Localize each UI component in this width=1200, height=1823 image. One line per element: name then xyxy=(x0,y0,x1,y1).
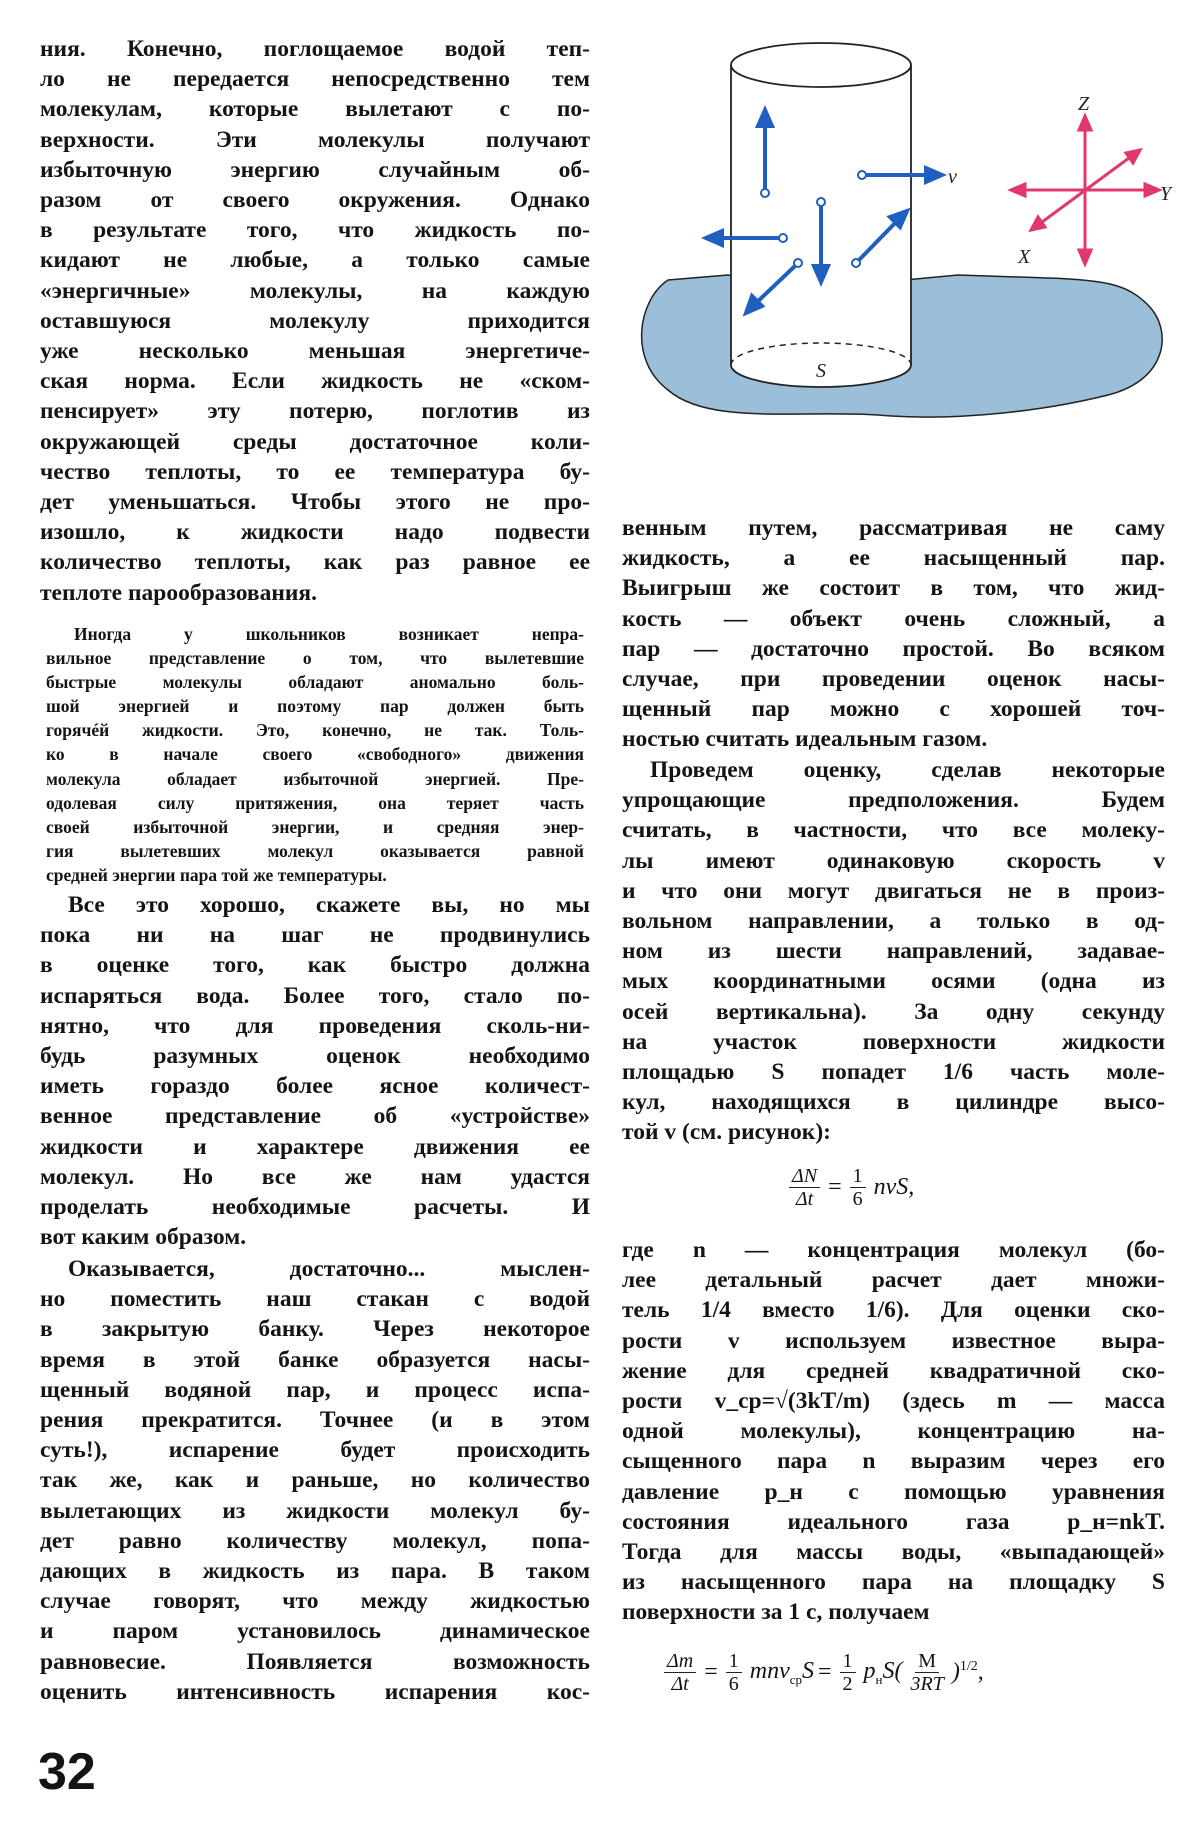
equals-sign: = xyxy=(828,1174,842,1200)
x-axis-label: X xyxy=(1018,246,1031,268)
fraction-numerator: Δm xyxy=(664,1650,696,1673)
text-line: на участок поверхности жидкости xyxy=(622,1028,1165,1055)
text-line: мых координатными осями (одна из xyxy=(622,968,1165,995)
right-paragraph-1 xyxy=(622,513,1165,755)
coef-numerator: 1 xyxy=(850,1165,866,1188)
text-line: ло не передается непосредственно тем xyxy=(40,66,590,93)
text-line: упрощающие предположения. Будем xyxy=(622,787,1165,814)
text-line: пенсирует» эту потерю, поглотив из xyxy=(40,398,590,425)
text-line: считать, в частности, что все молеку- xyxy=(622,817,1165,844)
text-line: теплоте парообразования. xyxy=(40,579,317,606)
text-line: жидкости и характере движения ее xyxy=(40,1133,590,1160)
text-line: щенный пар можно с хорошей точ- xyxy=(622,696,1165,723)
text-line: горячéй жидкости. Это, конечно, не так. Толь- xyxy=(46,720,584,741)
text-line: жение для средней квадратичной ско- xyxy=(622,1357,1165,1384)
text-line: кость — объект очень сложный, а xyxy=(622,605,1165,632)
text-line: дет равно количеству молекул, попа- xyxy=(40,1527,590,1554)
text-line: испаряться вода. Более того, стало по- xyxy=(40,982,590,1009)
text-line: в результате того, что жидкость по- xyxy=(40,217,590,244)
text-line: «энергичные» молекулы, на каждую xyxy=(40,277,590,304)
text-line: равновесие. Появляется возможность xyxy=(40,1648,590,1675)
text-line: уже несколько меньшая энергетиче- xyxy=(40,338,590,365)
cylinder-molecules-figure xyxy=(628,30,1172,440)
text-line: иметь гораздо более ясное количест- xyxy=(40,1073,590,1100)
text-line: из насыщенного пара на площадку S xyxy=(622,1569,1165,1596)
text-line: окружающей среды достаточное коли- xyxy=(40,428,590,455)
text-line: проделать необходимые расчеты. И xyxy=(40,1194,590,1221)
text-line: лее детальный расчет дает множи- xyxy=(622,1267,1165,1294)
text-line: лы имеют одинаковую скорость v xyxy=(622,847,1165,874)
fraction-denominator: Δt xyxy=(671,1673,689,1695)
formula-term: S xyxy=(802,1657,814,1684)
text-line: быстрые молекулы обладают аномально боль- xyxy=(46,672,584,693)
text-line: рости v используем известное выра- xyxy=(622,1327,1165,1354)
text-line: вылетающих из жидкости молекул бу- xyxy=(40,1497,590,1524)
text-line: будь разумных оценок необходимо xyxy=(40,1043,590,1070)
text-line: и паром установилось динамическое xyxy=(40,1618,590,1645)
text-line: вольном направлении, а только в од- xyxy=(622,908,1165,935)
text-line: вильное представление о том, что вылетевшие xyxy=(46,648,584,669)
text-line: Иногда у школьников возникает непра- xyxy=(74,624,584,644)
left-paragraph-2 xyxy=(40,890,590,1252)
text-line: пока ни на шаг не продвинулись xyxy=(40,922,590,949)
text-line: молекул. Но все же нам удастся xyxy=(40,1163,590,1190)
text-line: рения прекратится. Точнее (и в этом xyxy=(40,1407,590,1434)
text-line: оставшуюся молекулу приходится xyxy=(40,307,590,334)
text-line: венное представление об «устройстве» xyxy=(40,1103,590,1130)
z-axis-label: Z xyxy=(1078,93,1090,115)
text-line: Все это хорошо, скажете вы, но мы xyxy=(68,892,590,918)
text-line: изошло, к жидкости надо подвести xyxy=(40,519,590,546)
text-line: гия вылетевших молекул оказывается равной xyxy=(46,840,584,861)
text-line: шой энергией и поэтому пар должен быть xyxy=(46,696,584,717)
exponent: 1/2 xyxy=(959,1659,978,1674)
text-line: одной молекулы), концентрацию на- xyxy=(622,1418,1165,1445)
text-line: верхности. Эти молекулы получают xyxy=(40,126,590,153)
text-line: разом от своего окружения. Однако xyxy=(40,187,590,214)
subscript: н xyxy=(875,1671,883,1687)
text-line: ния. Конечно, поглощаемое водой теп- xyxy=(40,36,590,62)
text-line: дающих в жидкость из пара. В таком xyxy=(40,1558,590,1585)
text-line: вот каким образом. xyxy=(40,1224,247,1251)
cylinder-top xyxy=(731,43,911,87)
equals-sign: = xyxy=(818,1659,832,1685)
text-line: и что они могут двигаться не в произ- xyxy=(622,877,1165,904)
text-line: случае говорят, что между жидкостью xyxy=(40,1588,590,1615)
text-line: молекулам, которые вылетают с по- xyxy=(40,96,590,123)
text-line: ская норма. Если жидкость не «ском- xyxy=(40,368,590,395)
formula-dm-dt xyxy=(660,1650,984,1695)
text-line: оценить интенсивность испарения кос- xyxy=(40,1678,590,1705)
text-line: поверхности за 1 с, получаем xyxy=(622,1599,930,1626)
text-line: избыточную энергию случайным об- xyxy=(40,156,590,183)
equals-sign: = xyxy=(704,1659,718,1685)
text-line: ностью считать идеальным газом. xyxy=(622,726,988,753)
text-line: средней энергии пара той же температуры. xyxy=(46,864,387,885)
formula-dn-dt xyxy=(785,1165,914,1210)
text-line: случае, при проведении оценок насы- xyxy=(622,666,1165,693)
text-line: чество теплоты, то ее температура бу- xyxy=(40,458,590,485)
text-line: площадью S попадет 1/6 часть моле- xyxy=(622,1059,1165,1086)
text-line: осей вертикальна). За одну секунду xyxy=(622,998,1165,1025)
text-line: Проведем оценку, сделав некоторые xyxy=(650,757,1165,783)
text-line: суть!), испарение будет происходить xyxy=(40,1437,590,1464)
left-paragraph-1 xyxy=(40,34,590,608)
text-line: своей избыточной энергии, и средняя энер- xyxy=(46,816,584,837)
text-line: тель 1/4 вместо 1/6). Для оценки ско- xyxy=(622,1297,1165,1324)
coef-denominator: 6 xyxy=(728,1673,739,1695)
coordinate-axes xyxy=(1011,116,1159,264)
right-paragraph-3 xyxy=(622,1235,1165,1628)
text-line: давление p_н с помощью уравнения xyxy=(622,1478,1165,1505)
text-line: ном из шести направлений, задавае- xyxy=(622,938,1165,965)
text-line: состояния идеального газа p_н=nkT. xyxy=(622,1508,1165,1535)
right-paragraph-2 xyxy=(622,755,1165,1148)
y-axis-label: Y xyxy=(1160,183,1172,205)
text-line: рости v_ср=√(3kT/m) (здесь m — масса xyxy=(622,1388,1165,1415)
coef-denominator: 2 xyxy=(842,1673,853,1695)
formula-term: p xyxy=(863,1657,876,1684)
text-line: щенный водяной пар, и процесс испа- xyxy=(40,1376,590,1403)
text-line: нятно, что для проведения сколь-ни- xyxy=(40,1012,590,1039)
text-line: сыщенного пара n выразим через его xyxy=(622,1448,1165,1475)
fraction-numerator: ΔN xyxy=(789,1165,820,1188)
text-line: той v (см. рисунок): xyxy=(622,1119,831,1146)
formula-term: , xyxy=(977,1659,984,1685)
text-line: одолевая силу притяжения, она теряет часть xyxy=(46,792,584,813)
text-line: венным путем, рассматривая не саму xyxy=(622,515,1165,541)
text-line: кидают не любые, а только самые xyxy=(40,247,590,274)
text-line: где n — концентрация молекул (бо- xyxy=(622,1237,1165,1263)
area-label: S xyxy=(816,360,826,382)
text-line: но поместить наш стакан с водой xyxy=(40,1286,590,1313)
coef-numerator: 1 xyxy=(726,1650,742,1673)
text-line: пар — достаточно простой. Во всяком xyxy=(622,635,1165,662)
text-line: Тогда для массы воды, «выпадающей» xyxy=(622,1539,1165,1566)
formula-rhs: nvS, xyxy=(873,1174,915,1200)
text-line: количество теплоты, как раз равное ее xyxy=(40,549,590,576)
formula-term: mnv xyxy=(749,1657,790,1684)
fraction-numerator: M xyxy=(915,1650,939,1673)
page-number: 32 xyxy=(38,1743,96,1801)
text-line: молекула обладает избыточной энергией. Пре- xyxy=(46,768,584,789)
text-line: ко в начале своего «свободного» движения xyxy=(46,744,584,765)
text-line: Оказывается, достаточно... мыслен- xyxy=(68,1256,590,1282)
text-line: дет уменьшаться. Чтобы этого не про- xyxy=(40,489,590,516)
side-note xyxy=(40,622,590,887)
fraction-denominator: 3RT xyxy=(910,1673,944,1695)
text-line: в закрытую банку. Через некоторое xyxy=(40,1316,590,1343)
subscript: ср xyxy=(789,1671,802,1687)
fraction-denominator: Δt xyxy=(795,1188,814,1210)
coef-denominator: 6 xyxy=(852,1188,863,1210)
text-line: кул, находящихся в цилиндре высо- xyxy=(622,1089,1165,1116)
coef-numerator: 1 xyxy=(840,1650,856,1673)
formula-term: S( xyxy=(882,1657,903,1684)
velocity-label: v xyxy=(948,166,957,188)
text-line: в оценке того, как быстро должна xyxy=(40,952,590,979)
text-line: Выигрыш же состоит в том, что жид- xyxy=(622,575,1165,602)
text-line: жидкость, а ее насыщенный пар. xyxy=(622,545,1165,572)
left-paragraph-3 xyxy=(40,1254,590,1707)
text-line: так же, как и раньше, но количество xyxy=(40,1467,590,1494)
formula-term: ) xyxy=(951,1659,960,1685)
text-line: время в этой банке образуется насы- xyxy=(40,1346,590,1373)
